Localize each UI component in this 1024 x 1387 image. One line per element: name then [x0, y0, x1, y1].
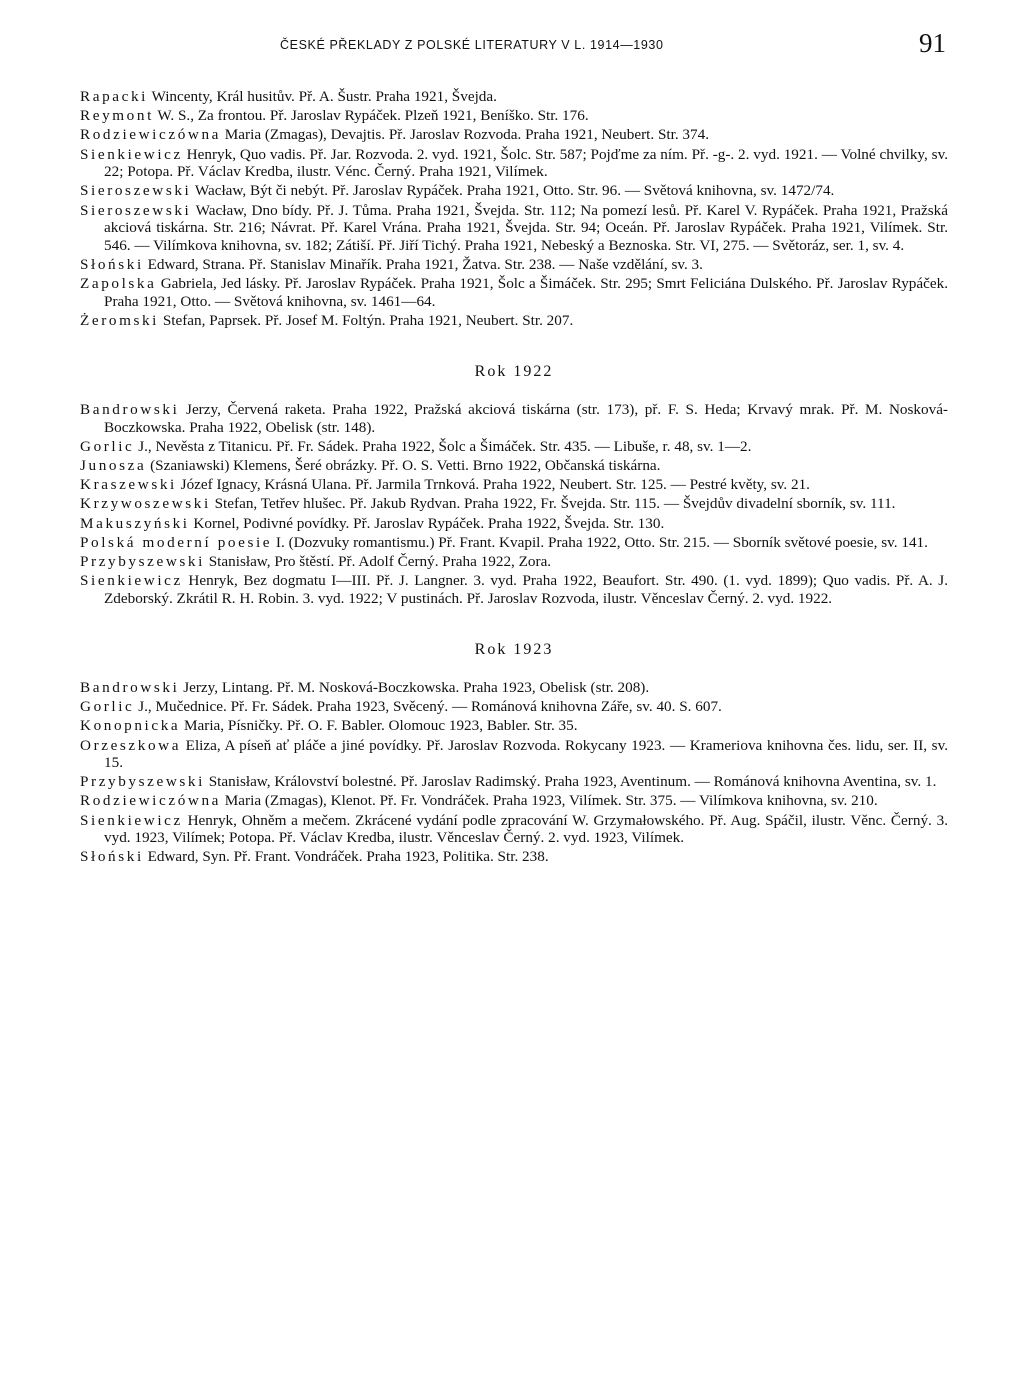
- list-item: [80, 773, 948, 791]
- entry-text: Stefan, Tetřev hlušec. Př. Jakub Rydvan. Praha 1922, Fr. Švejda. Str. 115. — Švejdův divadelní sborník, sv. 111.: [210, 495, 896, 513]
- entry-author: Zapolska: [80, 275, 157, 293]
- entry-author: Junosza: [80, 457, 147, 475]
- entry-author: Słoński: [80, 255, 144, 273]
- entry-author: Rodziewiczówna: [80, 126, 221, 144]
- list-item: [80, 88, 948, 106]
- entry-author: Bandrowski: [80, 678, 180, 696]
- entry-text: J., Nevěsta z Titanicu. Př. Fr. Sádek. Praha 1922, Šolc a Šimáček. Str. 435. — Libuše, r. 48, sv. 1—2.: [134, 437, 752, 455]
- entry-text: I. (Dozvuky romantismu.) Př. Frant. Kvapil. Praha 1922, Otto. Str. 215. — Sborník světové poesie, sv. 141.: [272, 533, 928, 551]
- list-item: [80, 457, 948, 475]
- entry-text: Kornel, Podivné povídky. Př. Jaroslav Rypáček. Praha 1922, Švejda. Str. 130.: [189, 514, 665, 532]
- list-item: [80, 202, 948, 255]
- entry-text: W. S., Za frontou. Př. Jaroslav Rypáček. Plzeň 1921, Beníško. Str. 176.: [153, 107, 589, 125]
- entry-author: Przybyszewski: [80, 773, 205, 791]
- entry-text: Henryk, Bez dogmatu I—III. Př. J. Langner. 3. vyd. Praha 1922, Beaufort. Str. 490. (1. vyd. 1899); Quo vadis. Př. A. J. Zdeborský. Zkrátil R. H. Robin. 3. vyd. 1922; V pustinách. Př. Jaroslav Rozvoda, ilustr. Věnceslav Černý. 2. vyd. 1922.: [104, 572, 948, 607]
- list-item: [80, 312, 948, 330]
- section-1922: [80, 363, 948, 607]
- list-item: [80, 182, 948, 200]
- section-1921: [80, 88, 948, 329]
- entry-text: Henryk, Quo vadis. Př. Jar. Rozvoda. 2. vyd. 1921, Šolc. Str. 587; Pojďme za ním. Př. -g-. 2. vyd. 1921. — Volné chvilky, sv. 22; Potopa. Př. Václav Kredba, ilustr. Vénc. Černý. Praha 1921, Vilímek.: [104, 145, 948, 181]
- entry-text: J., Mučednice. Př. Fr. Sádek. Praha 1923, Svěcený. — Románová knihovna Záře, sv. 40. S. 607.: [134, 698, 722, 716]
- entry-text: Stefan, Paprsek. Př. Josef M. Foltýn. Praha 1921, Neubert. Str. 207.: [159, 311, 574, 329]
- list-item: [80, 146, 948, 181]
- entry-author: Orzeszkowa: [80, 736, 182, 754]
- entry-text: Henryk, Ohněm a mečem. Zkrácené vydání podle zpracování W. Grzymałowského. Př. Aug. Spáčil, ilustr. Věnc. Černý. 3. vyd. 1923, Vilímek; Potopa. Př. Václav Kredba, ilustr. Věnceslav Černý. 2. vyd. 1923, Vilímek.: [104, 811, 948, 847]
- entry-text: Gabriela, Jed lásky. Př. Jaroslav Rypáček. Praha 1921, Šolc a Šimáček. Str. 295; Smrt Feliciána Dulského. Př. Jaroslav Rypáček. Praha 1921, Otto. — Světová knihovna, sv. 1461—64.: [104, 275, 948, 310]
- list-item: [80, 534, 948, 552]
- entry-author: Makuszyński: [80, 514, 190, 532]
- entry-text: (Szaniawski) Klemens, Šeré obrázky. Př. O. S. Vetti. Brno 1922, Občanská tiskárna.: [146, 457, 661, 475]
- entry-text: Wincenty, Král husitův. Př. A. Šustr. Praha 1921, Švejda.: [147, 88, 497, 105]
- entry-author: Rodziewiczówna: [80, 792, 221, 810]
- entry-text: Wacław, Být či nebýt. Př. Jaroslav Rypáček. Praha 1921, Otto. Str. 96. — Světová knihovna, sv. 1472/74.: [191, 182, 835, 200]
- entry-text: Wacław, Dno bídy. Př. J. Tůma. Praha 1921, Švejda. Str. 112; Na pomezí lesů. Př. Karel V. Rypáček. Praha 1921, Pražská akciová tiskárna. Str. 216; Návrat. Př. Karel Vrána. Praha 1921, Švejda. Str. 94; Oceán. Př. Jaroslav Rypáček. Praha 1921, Vilímek. Str. 546. — Vilímkova knihovna, sv. 182; Zátiší. Př. Jiří Tichý. Praha 1921, Nebeský a Beznoska. Str. VI, 275. — Světoráz, ser. 1, sv. 4.: [104, 201, 948, 254]
- list-item: [80, 401, 948, 436]
- entry-author: Konopnicka: [80, 717, 181, 735]
- list-item: [80, 107, 948, 125]
- entry-text: Stanisław, Království bolestné. Př. Jaroslav Radimský. Praha 1923, Aventinum. — Románová knihovna Aventina, sv. 1.: [204, 773, 937, 791]
- list-item: [80, 275, 948, 310]
- entry-author: Gorlic: [80, 698, 135, 716]
- entry-text: Edward, Strana. Př. Stanislav Minařík. Praha 1921, Žatva. Str. 238. — Naše vzdělání, sv. 3.: [143, 255, 703, 273]
- list-item: [80, 572, 948, 607]
- bibliography-list: [80, 88, 948, 868]
- page-header: [80, 28, 950, 68]
- entry-author: Rapacki: [80, 88, 148, 105]
- list-item: [80, 717, 948, 735]
- list-item: [80, 812, 948, 847]
- list-item: [80, 495, 948, 513]
- section-heading: Rok 1922: [474, 363, 554, 381]
- entry-text: Maria (Zmagas), Devajtis. Př. Jaroslav Rozvoda. Praha 1921, Neubert. Str. 374.: [221, 126, 710, 144]
- list-item: [80, 126, 948, 144]
- list-item: [80, 515, 948, 533]
- entry-text: Eliza, A píseň ať pláče a jiné povídky. Př. Jaroslav Rozvoda. Rokycany 1923. — Krameriova knihovna čes. lidu, ser. II, sv. 15.: [104, 736, 948, 772]
- list-item: [80, 476, 948, 494]
- entry-author: Sienkiewicz: [80, 145, 183, 163]
- list-item: [80, 256, 948, 274]
- list-item: [80, 848, 948, 866]
- list-item: [80, 737, 948, 772]
- entry-author: Bandrowski: [80, 401, 180, 419]
- entry-author: Sieroszewski: [80, 201, 192, 219]
- entry-text: Józef Ignacy, Krásná Ulana. Př. Jarmila Trnková. Praha 1922, Neubert. Str. 125. — Pestré květy, sv. 21.: [176, 476, 810, 494]
- entry-text: Maria (Zmagas), Klenot. Př. Fr. Vondráček. Praha 1923, Vilímek. Str. 375. — Vilímkova knihovna, sv. 210.: [221, 792, 878, 810]
- entry-author: Sieroszewski: [80, 182, 192, 200]
- entry-text: Maria, Písničky. Př. O. F. Babler. Olomouc 1923, Babler. Str. 35.: [180, 717, 578, 735]
- list-item: [80, 679, 948, 697]
- list-item: [80, 438, 948, 456]
- entry-author: Sienkiewicz: [80, 811, 183, 829]
- running-title: ČESKÉ PŘEKLADY Z POLSKÉ LITERATURY V L. 1914—1930: [280, 38, 664, 52]
- entry-author: Żeromski: [80, 311, 160, 329]
- entry-author: Polská moderní poesie: [80, 533, 273, 551]
- entry-text: Stanisław, Pro štěstí. Př. Adolf Černý. Praha 1922, Zora.: [204, 552, 552, 570]
- entry-author: Krzywoszewski: [80, 495, 211, 513]
- entry-author: Przybyszewski: [80, 552, 205, 570]
- entry-author: Słoński: [80, 848, 144, 866]
- section-1923: [80, 641, 948, 866]
- page-number: 91: [919, 28, 946, 58]
- entry-text: Edward, Syn. Př. Frant. Vondráček. Praha 1923, Politika. Str. 238.: [143, 848, 549, 866]
- list-item: [80, 698, 948, 716]
- entry-author: Gorlic: [80, 437, 135, 455]
- entry-author: Reymont: [80, 107, 154, 125]
- list-item: [80, 553, 948, 571]
- section-heading: Rok 1923: [474, 641, 554, 659]
- entry-text: Jerzy, Červená raketa. Praha 1922, Pražská akciová tiskárna (str. 173), př. F. S. Heda; Krvavý mrak. Př. M. Nosková-Boczkowska. Praha 1922, Obelisk (str. 148).: [104, 401, 948, 436]
- entry-author: Sienkiewicz: [80, 572, 183, 590]
- entry-author: Kraszewski: [80, 476, 177, 494]
- entry-text: Jerzy, Lintang. Př. M. Nosková-Boczkowska. Praha 1923, Obelisk (str. 208).: [179, 678, 650, 696]
- list-item: [80, 792, 948, 810]
